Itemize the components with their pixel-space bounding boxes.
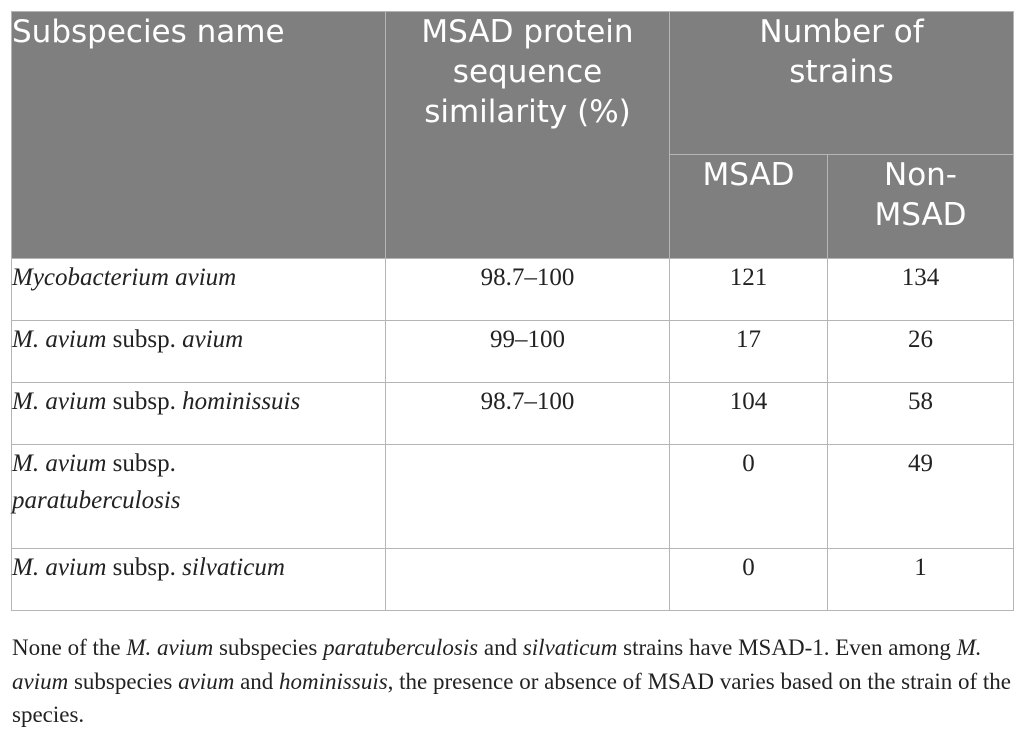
cell-similarity: 98.7–100	[386, 383, 670, 445]
cell-similarity: 98.7–100	[386, 259, 670, 321]
header-number-line2: strains	[789, 54, 894, 90]
name-plain: subsp.	[106, 554, 183, 581]
footnote-text: and	[478, 635, 523, 660]
name-italic: M. avium	[12, 326, 107, 353]
cell-subspecies-name	[12, 445, 386, 549]
cell-non-msad-count: 1	[828, 549, 1014, 611]
name-italic: Mycobacterium avium	[12, 264, 237, 291]
header-msad	[670, 155, 828, 259]
name-italic-subspecies: hominissuis	[182, 388, 301, 415]
cell-non-msad-count: 26	[828, 321, 1014, 383]
footnote-italic: silvaticum	[522, 635, 618, 660]
footnote-italic: paratuberculosis	[323, 635, 479, 660]
cell-msad-count: 104	[670, 383, 828, 445]
cell-msad-count: 121	[670, 259, 828, 321]
table-footnote	[12, 631, 1017, 732]
footnote-text: and	[234, 668, 280, 694]
header-non-msad-line1: Non-	[884, 157, 957, 193]
cell-msad-count: 0	[670, 549, 828, 611]
footnote-text: , the presence or absence of MSAD varies based on the strain of the species.	[12, 668, 1012, 727]
header-subspecies-name	[12, 12, 386, 259]
footnote-text: subspecies	[68, 668, 179, 694]
table-row	[12, 321, 1014, 383]
footnote-italic: M. avium	[126, 635, 214, 660]
header-msad-similarity-line2: sequence	[452, 54, 603, 90]
cell-non-msad-count: 58	[828, 383, 1014, 445]
name-plain: subsp.	[106, 326, 183, 353]
footnote-italic: M. avium	[12, 635, 982, 694]
footnote-text: strains have MSAD-1. Even among	[617, 635, 957, 660]
header-subspecies-name-text: Subspecies name	[12, 14, 285, 50]
msad-strains-table	[11, 11, 1014, 611]
header-non-msad	[828, 155, 1014, 259]
header-msad-text: MSAD	[702, 157, 795, 193]
cell-non-msad-count: 134	[828, 259, 1014, 321]
header-msad-similarity-line3: similarity (%)	[424, 94, 631, 130]
name-italic-subspecies: paratuberculosis	[12, 487, 181, 514]
name-italic-subspecies: silvaticum	[182, 554, 285, 581]
header-non-msad-line2: MSAD	[874, 197, 967, 233]
header-number-line1: Number of	[759, 14, 924, 50]
name-plain: subsp.	[106, 450, 176, 477]
name-italic: M. avium	[12, 388, 107, 415]
header-msad-similarity-line1: MSAD protein	[421, 14, 634, 50]
footnote-italic: avium	[178, 668, 235, 694]
footnote-italic: hominissuis	[279, 668, 388, 694]
cell-msad-count: 0	[670, 445, 828, 549]
cell-subspecies-name	[12, 549, 386, 611]
cell-msad-count: 17	[670, 321, 828, 383]
name-plain: subsp.	[106, 388, 183, 415]
cell-similarity	[386, 549, 670, 611]
name-italic: M. avium	[12, 450, 107, 477]
footnote-text: subspecies	[213, 635, 324, 660]
cell-subspecies-name	[12, 383, 386, 445]
table-row	[12, 445, 1014, 549]
footnote-text: None of the	[12, 635, 127, 660]
table-row	[12, 549, 1014, 611]
table-row	[12, 383, 1014, 445]
name-italic: M. avium	[12, 554, 107, 581]
cell-non-msad-count: 49	[828, 445, 1014, 549]
table-row	[12, 259, 1014, 321]
name-italic-subspecies: avium	[182, 326, 244, 353]
cell-subspecies-name	[12, 259, 386, 321]
cell-subspecies-name	[12, 321, 386, 383]
cell-similarity: 99–100	[386, 321, 670, 383]
header-msad-similarity	[386, 12, 670, 259]
cell-similarity	[386, 445, 670, 549]
header-number-of-strains	[670, 12, 1014, 155]
